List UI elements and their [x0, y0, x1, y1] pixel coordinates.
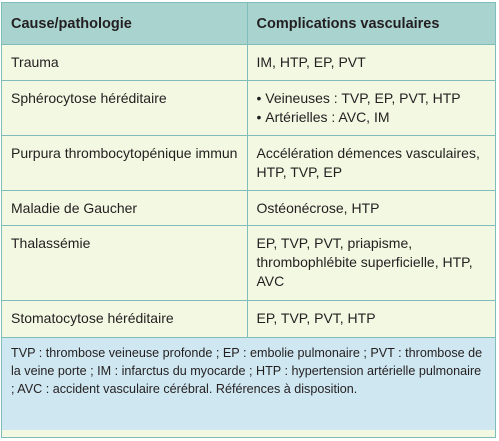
cause-cell: Thalassémie [2, 226, 247, 301]
table-footnote: TVP : thrombose veineuse profonde ; EP : embolie pulmonaire ; PVT : thrombose de la veine porte ; IM : infarctus du myocarde ; HTP : hypertension artérielle pulmonaire ; AVC : accident vasculaire cérébral. Références à disposition. [2, 338, 495, 430]
complications-table-frame [1, 2, 496, 438]
complications-cell: IM, HTP, EP, PVT [247, 45, 495, 81]
table-row [2, 301, 495, 338]
table-row [2, 191, 495, 226]
complications-bullet-list [257, 89, 488, 127]
table-row [2, 136, 495, 191]
complications-cell: EP, TVP, PVT, HTP [247, 301, 495, 338]
table-row [2, 45, 495, 81]
cause-cell: Maladie de Gaucher [2, 191, 247, 226]
cause-cell: Stomatocytose héréditaire [2, 301, 247, 338]
cause-cell: Purpura thrombocytopénique immun [2, 136, 247, 191]
cause-cell: Trauma [2, 45, 247, 81]
table-row [2, 81, 495, 136]
bullet-item: • Veineuses : TVP, EP, PVT, HTP [257, 89, 488, 108]
bullet-item: • Artérielles : AVC, IM [257, 108, 488, 127]
complications-cell: Ostéonécrose, HTP [247, 191, 495, 226]
header-complications: Complications vasculaires [247, 3, 495, 45]
header-cause: Cause/pathologie [2, 3, 247, 45]
table-header-row [2, 3, 495, 45]
table-row [2, 226, 495, 301]
complications-cell: EP, TVP, PVT, priapisme, thrombophlébite superficielle, HTP, AVC [247, 226, 495, 301]
complications-cell: Accélération démences vasculaires, HTP, TVP, EP [247, 136, 495, 191]
complications-table [2, 3, 495, 338]
complications-cell [247, 81, 495, 136]
cause-cell: Sphérocytose héréditaire [2, 81, 247, 136]
